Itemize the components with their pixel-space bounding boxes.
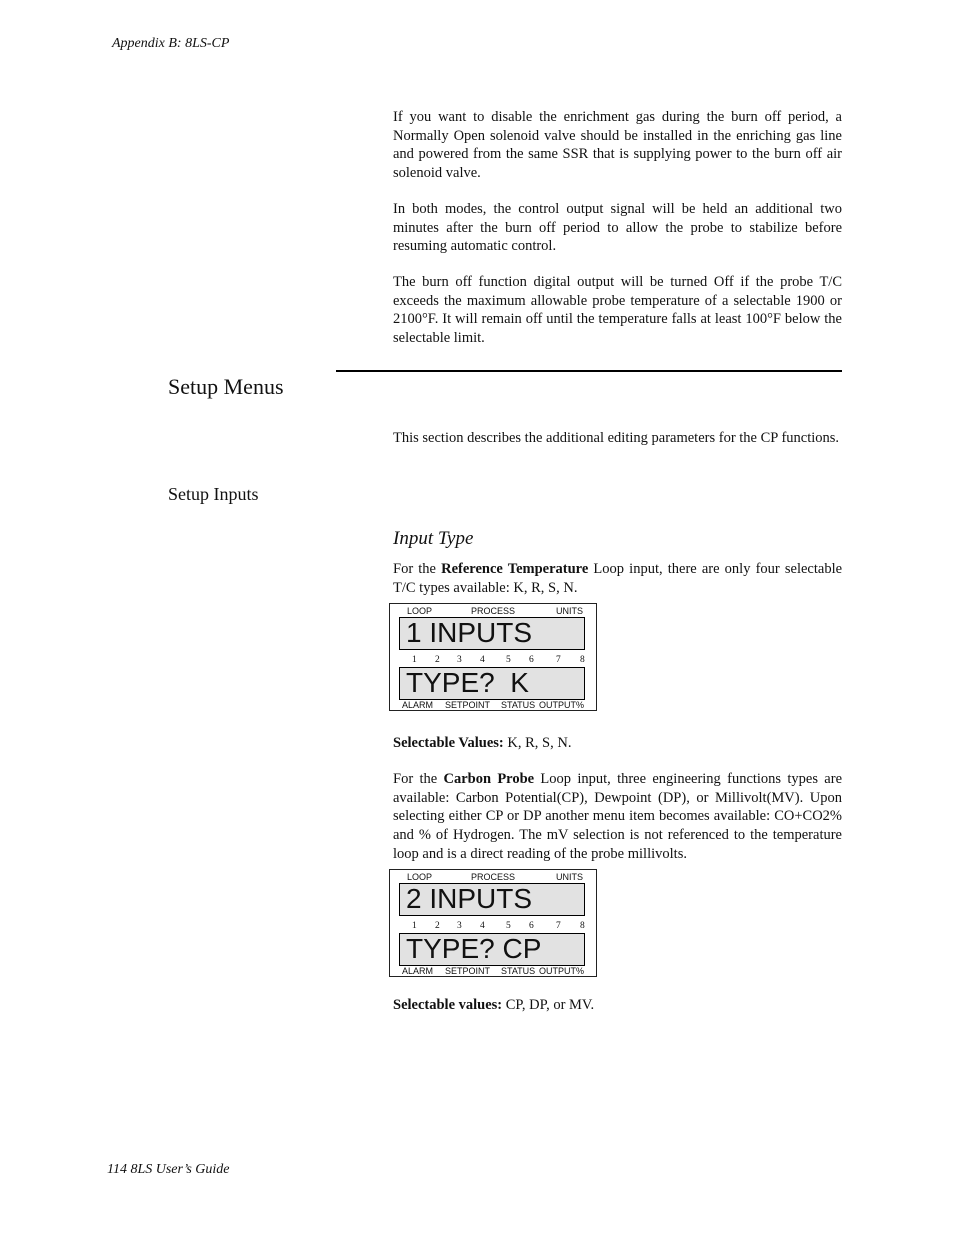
lcd-label-loop: LOOP — [407, 872, 433, 882]
ref-temp-post: Loop input, there are only four selectable T/C types available: K, R, S, N. — [393, 561, 843, 596]
lcd-number-7: 7 — [556, 655, 561, 665]
paragraph-burnoff-gas: If you want to disable the enrichment gas during the burn off period, a Normally Open solenoid valve should be installed in the enriching gas line and powered from the same SSR that is supplying power to the burn off air solenoid valve. — [393, 109, 842, 182]
lcd-label-output: OUTPUT% — [539, 700, 584, 710]
lcd-label-process: PROCESS — [471, 872, 516, 882]
paragraph-section-desc: This section describes the additional editing parameters for the CP functions. — [393, 430, 840, 446]
lcd-number-6: 6 — [529, 655, 534, 665]
selectable-value-1: K, R, S, N. — [503, 735, 572, 751]
paragraph-selectable-values-2 — [393, 996, 842, 1015]
lcd-line-1: 1 INPUTS — [399, 617, 585, 650]
page-header: Appendix B: 8LS-CP — [112, 36, 230, 51]
lcd-label-units: UNITS — [556, 872, 583, 882]
selectable-label-2: Selectable values: — [393, 997, 503, 1013]
carbon-pre: For the — [393, 771, 438, 787]
lcd-number-7: 7 — [556, 921, 561, 931]
lcd-line-2: TYPE? K — [399, 667, 585, 700]
lcd-label-setpoint: SETPOINT — [445, 966, 491, 976]
ref-temp-pre: For the — [393, 561, 436, 577]
paragraph-selectable-values-1 — [393, 734, 842, 753]
lcd-number-2: 2 — [435, 921, 440, 931]
carbon-bold: Carbon Probe — [443, 771, 535, 787]
ref-temp-bold: Reference Temperature — [441, 561, 589, 577]
paragraph-burnoff-digital: The burn off function digital output will be turned Off if the probe T/C exceeds the maximum allowable probe temperature of a selectable 1900 or 2100°F. It will remain off until the temperature falls at least 100°F below the selectable limit. — [393, 274, 842, 347]
lcd-label-alarm: ALARM — [402, 966, 434, 976]
selectable-label-1: Selectable Values: — [393, 735, 504, 751]
page-footer: 114 8LS User’s Guide — [107, 1162, 230, 1177]
paragraph-control-output: In both modes, the control output signal will be held an additional two minutes after the burn off period to allow the probe to stabilize before resuming automatic control. — [393, 201, 842, 255]
lcd-number-1: 1 — [412, 655, 417, 665]
lcd-number-5: 5 — [506, 921, 511, 931]
lcd-number-4: 4 — [480, 655, 485, 665]
heading-setup-menus: Setup Menus — [168, 374, 284, 399]
lcd-line-1: 2 INPUTS — [399, 883, 585, 916]
lcd-label-process: PROCESS — [471, 606, 516, 616]
lcd-number-8: 8 — [580, 921, 585, 931]
lcd-number-5: 5 — [506, 655, 511, 665]
lcd-number-8: 8 — [580, 655, 585, 665]
lcd-label-units: UNITS — [556, 606, 583, 616]
lcd-number-3: 3 — [457, 655, 462, 665]
heading-setup-inputs: Setup Inputs — [168, 484, 259, 504]
lcd-display-inputs-1 — [389, 603, 597, 711]
section-rule — [336, 370, 842, 372]
lcd-number-4: 4 — [480, 921, 485, 931]
paragraph-carbon-probe — [393, 770, 842, 864]
lcd-label-status: STATUS — [501, 700, 536, 710]
lcd-label-loop: LOOP — [407, 606, 433, 616]
lcd-line-2: TYPE? CP — [399, 933, 585, 966]
paragraph-reference-temperature — [393, 560, 842, 597]
lcd-display-inputs-2 — [389, 869, 597, 977]
lcd-label-status: STATUS — [501, 966, 536, 976]
lcd-label-setpoint: SETPOINT — [445, 700, 491, 710]
heading-input-type: Input Type — [393, 528, 474, 549]
lcd-label-alarm: ALARM — [402, 700, 434, 710]
selectable-value-2: CP, DP, or MV. — [502, 997, 595, 1013]
lcd-number-3: 3 — [457, 921, 462, 931]
lcd-label-output: OUTPUT% — [539, 966, 584, 976]
carbon-post: Loop input, three engineering functions types are available: Carbon Potential(CP), Dewpoint (DP), or Millivolt(MV). Upon selecting either CP or DP another menu item becomes available: CO+CO2% and % of Hydrogen. The mV selection is not referenced to the temperature loop and is a direct reading of the probe millivolts. — [393, 771, 843, 862]
lcd-number-6: 6 — [529, 921, 534, 931]
lcd-number-2: 2 — [435, 655, 440, 665]
lcd-number-1: 1 — [412, 921, 417, 931]
